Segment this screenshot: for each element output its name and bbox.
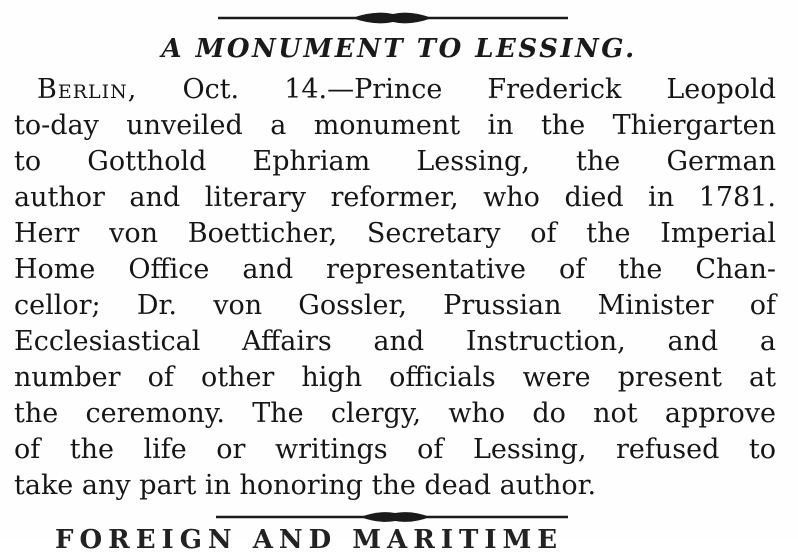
article-line-12: take any part in honoring the dead author. bbox=[14, 470, 597, 501]
article-line-6: Home Office and representative of the Chan- bbox=[14, 254, 776, 285]
article-body bbox=[14, 72, 776, 504]
top-ornamental-rule bbox=[0, 4, 798, 28]
article-line-4: author and literary reformer, who died in 1781. bbox=[14, 182, 776, 213]
next-article-headline-fragment: FOREIGN AND MARITIME bbox=[55, 525, 564, 555]
article-line-2: to-day unveiled a monument in the Thiergarten bbox=[14, 110, 776, 141]
article-line-7: cellor; Dr. von Gossler, Prussian Minister of bbox=[14, 290, 776, 321]
article-headline: A MONUMENT TO LESSING. bbox=[161, 34, 637, 64]
article-line-8: Ecclesiastical Affairs and Instruction, and a bbox=[14, 326, 776, 357]
article-line-10: the ceremony. The clergy, who do not approve bbox=[14, 398, 776, 429]
article-line-9: number of other high officials were present at bbox=[14, 362, 776, 393]
article-line-1: Berlin, Oct. 14.—Prince Frederick Leopold bbox=[37, 74, 776, 105]
dateline: Berlin, bbox=[37, 74, 138, 105]
article-line-11: of the life or writings of Lessing, refused to bbox=[14, 434, 776, 465]
article-line-3: to Gotthold Ephriam Lessing, the German bbox=[14, 146, 776, 177]
article-line-5: Herr von Boetticher, Secretary of the Imperial bbox=[14, 218, 776, 249]
